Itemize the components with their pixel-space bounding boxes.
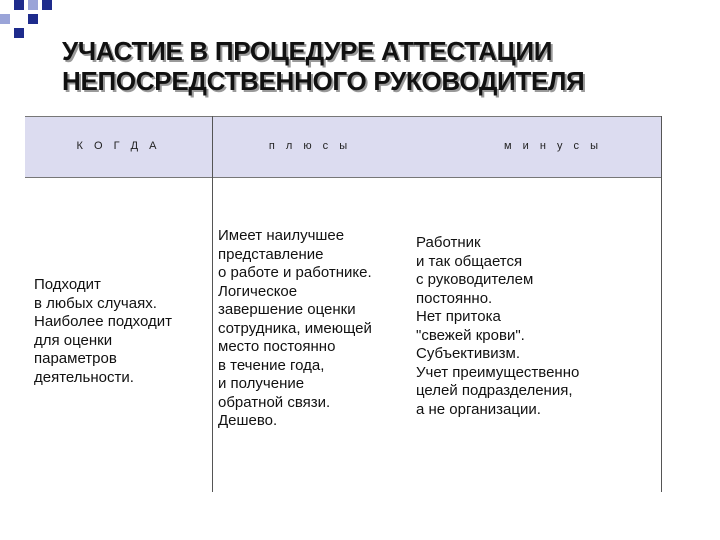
deco-square [42, 0, 52, 10]
cell-line: Работник [416, 234, 481, 251]
comparison-table [25, 116, 661, 492]
cell-line: в течение года, [218, 356, 325, 374]
deco-square [28, 0, 38, 10]
cell-line: завершение оценки [218, 301, 356, 318]
cell-line: Субъективизм. [416, 345, 520, 362]
deco-square [28, 14, 38, 24]
column-divider [212, 116, 213, 492]
cell-line: Учет преимущественно [416, 363, 580, 381]
deco-square [0, 14, 10, 24]
cell-line: Наиболее подходит [34, 313, 172, 330]
header-cons: м и н у с ы [504, 140, 602, 152]
cell-line: представление [218, 245, 324, 263]
slide-title [62, 36, 702, 96]
title-line-1: УЧАСТИЕ В ПРОЦЕДУРЕ АТТЕСТАЦИИ [62, 36, 553, 66]
header-when: К О Г Д А [76, 140, 161, 152]
cell-line: место постоянно [218, 338, 336, 355]
cell-line: для оценки [34, 331, 113, 349]
cell-line: деятельности. [34, 368, 134, 386]
cell-line: постоянно. [416, 289, 493, 307]
cell-line: "свежей крови". [416, 326, 525, 344]
cell-line: и так общается [416, 252, 523, 270]
cell-line: а не организации. [416, 400, 541, 418]
cell-line: Нет притока [416, 308, 501, 325]
decorative-squares [0, 0, 80, 40]
cell-line: сотрудника, имеющей [218, 319, 372, 337]
deco-square [14, 28, 24, 38]
cell-line: целей подразделения, [416, 382, 573, 399]
cell-when [34, 276, 172, 387]
cell-line: с руководителем [416, 271, 534, 288]
cell-cons [416, 234, 579, 419]
cell-pros [218, 227, 372, 431]
cell-line: параметров [34, 350, 117, 367]
deco-square [14, 0, 24, 10]
title-line-2: НЕПОСРЕДСТВЕННОГО РУКОВОДИТЕЛЯ [62, 66, 585, 96]
cell-line: и получение [218, 375, 305, 392]
cell-line: Дешево. [218, 412, 278, 429]
column-divider [661, 116, 662, 492]
header-pros: п л ю с ы [268, 140, 352, 152]
cell-line: Логическое [218, 282, 298, 300]
cell-line: обратной связи. [218, 393, 331, 411]
cell-line: Имеет наилучшее [218, 227, 345, 244]
cell-line: в любых случаях. [34, 294, 157, 312]
cell-line: о работе и работнике. [218, 264, 372, 281]
cell-line: Подходит [34, 276, 101, 293]
